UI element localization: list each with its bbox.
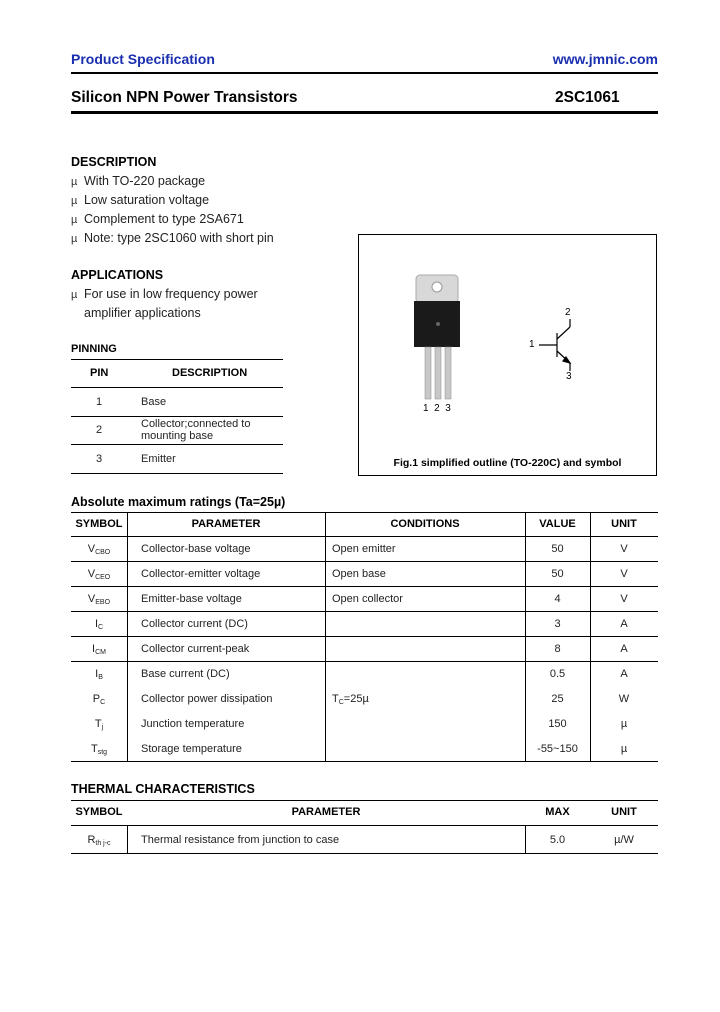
pin-number: 2: [96, 424, 103, 436]
pinning-rule: [71, 416, 283, 417]
title-rule: [71, 111, 658, 114]
pinning-rule: [71, 359, 283, 360]
ratings-rule: [71, 636, 658, 637]
ratings-rule: [71, 586, 658, 587]
applications-item-cont: amplifier applications: [84, 306, 201, 320]
pin-desc: Emitter: [141, 453, 176, 465]
ratings-rule: [71, 611, 658, 612]
thermal-col-parameter: PARAMETER: [291, 806, 361, 818]
ratings-col-value: VALUE: [539, 518, 576, 530]
symbol-pin-2: 2: [565, 307, 571, 318]
ratings-rule: [71, 761, 658, 762]
ratings-rule: [71, 512, 658, 513]
pinning-col-pin: PIN: [90, 367, 109, 379]
pin-desc: Collector;connected to mounting base: [141, 418, 251, 442]
ratings-col-symbol: SYMBOL: [75, 518, 123, 530]
thermal-rule: [71, 825, 658, 826]
description-heading: DESCRIPTION: [71, 155, 157, 169]
pinning-rule: [71, 444, 283, 445]
thermal-rule: [71, 853, 658, 854]
ratings-rule: [71, 561, 658, 562]
applications-item: µ For use in low frequency power: [71, 287, 258, 301]
thermal-rule: [71, 800, 658, 801]
pinning-heading: PINNING: [71, 343, 117, 355]
ratings-col-parameter: PARAMETER: [191, 518, 261, 530]
description-item: µ Low saturation voltage: [71, 193, 210, 207]
ratings-rule: [71, 536, 658, 537]
thermal-col-symbol: SYMBOL: [75, 806, 123, 818]
ratings-heading: Absolute maximum ratings (Ta=25µ): [71, 495, 286, 509]
pin-number: 3: [96, 453, 103, 465]
npn-symbol: [539, 319, 570, 371]
thermal-heading: THERMAL CHARACTERISTICS: [71, 782, 255, 796]
pinning-rule: [71, 387, 283, 388]
thermal-col-unit: UNIT: [611, 806, 637, 818]
thermal-col-max: MAX: [545, 806, 570, 818]
description-item: µ Complement to type 2SA671: [71, 212, 244, 226]
pin-number: 1: [96, 396, 103, 408]
symbol-pin-1: 1: [529, 339, 535, 350]
pinning-rule: [71, 473, 283, 474]
thermal-col-divider: [127, 825, 128, 853]
figure-caption: Fig.1 simplified outline (TO-220C) and symbol: [393, 457, 622, 469]
symbol-pin-3: 3: [566, 371, 572, 382]
ratings-rule: [71, 661, 658, 662]
ratings-col-conditions: CONDITIONS: [390, 518, 460, 530]
to220-package-image: [359, 235, 656, 475]
header-rule: [71, 72, 658, 74]
part-number: 2SC1061: [555, 89, 620, 106]
pinning-col-desc: DESCRIPTION: [172, 367, 248, 379]
pin-labels: 1 2 3: [423, 403, 451, 414]
header-left: Product Specification: [71, 51, 215, 67]
applications-heading: APPLICATIONS: [71, 268, 164, 282]
description-item: µ Note: type 2SC1060 with short pin: [71, 231, 274, 245]
header-url[interactable]: www.jmnic.com: [552, 51, 658, 67]
figure-box: [358, 234, 657, 476]
pin-desc: Base: [141, 396, 167, 408]
ratings-col-unit: UNIT: [611, 518, 637, 530]
doc-title: Silicon NPN Power Transistors: [71, 89, 298, 106]
description-item: µ With TO-220 package: [71, 174, 206, 188]
